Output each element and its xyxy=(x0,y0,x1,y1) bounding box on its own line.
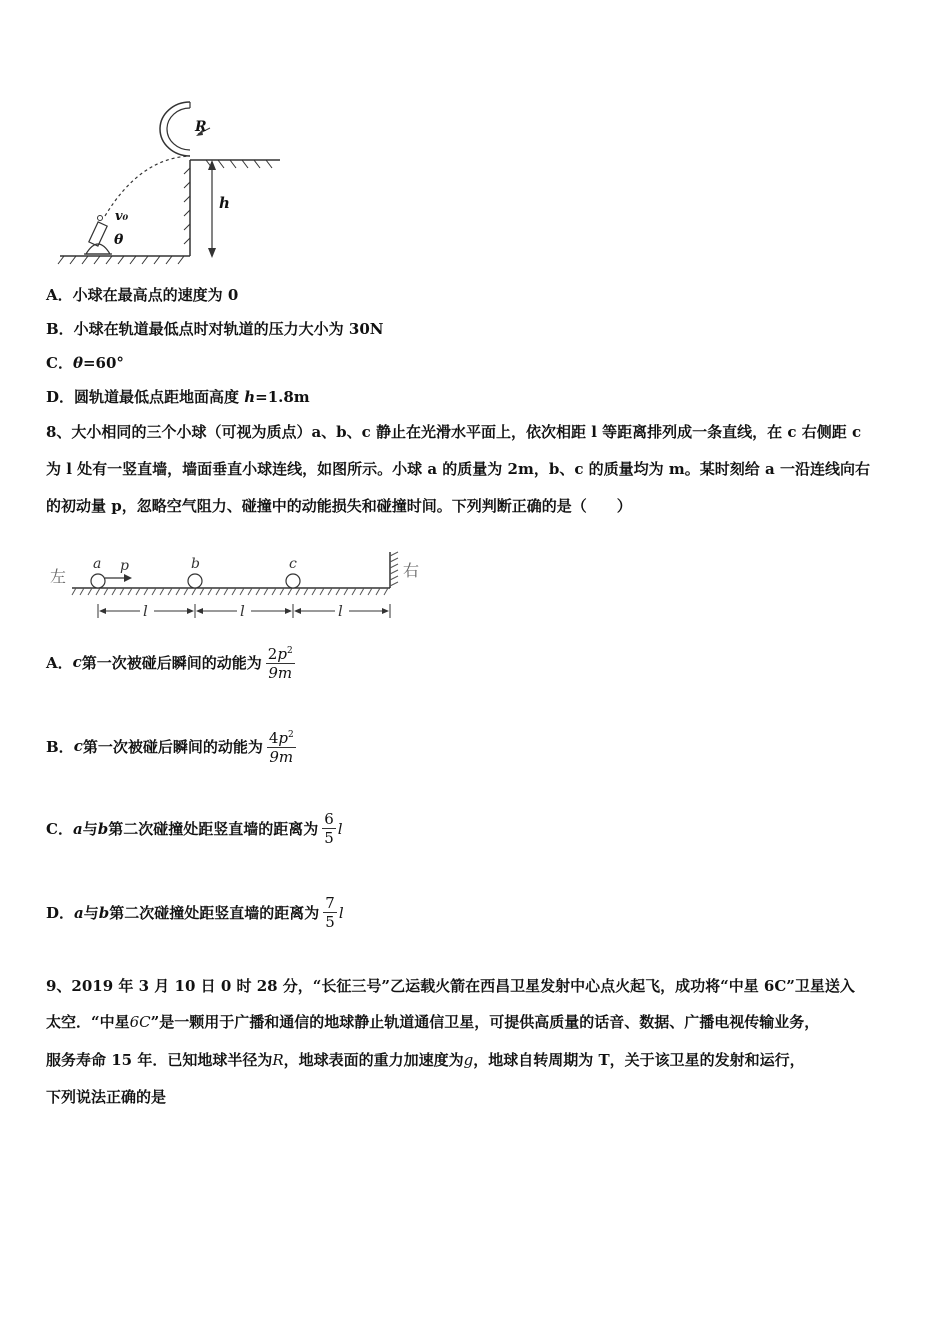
den: 5 xyxy=(325,913,335,931)
dist-label-1: l xyxy=(143,602,148,620)
num-exp: 2 xyxy=(286,646,293,656)
ball-c-label: c xyxy=(289,556,297,572)
q8-option-b-text: 第一次被碰后瞬间的动能为 xyxy=(82,737,263,756)
q8-option-d-mid: 与 xyxy=(83,904,99,922)
q7-option-b: B．小球在轨道最低点时对轨道的压力大小为 30N xyxy=(46,320,384,338)
q9-stem-line4: 下列说法正确的是 xyxy=(46,1088,167,1106)
q8-option-c-fraction xyxy=(322,810,336,847)
num-coef: 4 xyxy=(268,729,279,747)
q7-option-c-var: θ xyxy=(72,354,83,372)
q8-option-d-fraction xyxy=(323,894,337,931)
radius-label: R xyxy=(195,119,207,135)
height-label: h xyxy=(219,194,230,212)
q7-option-a: A．小球在最高点的速度为 0 xyxy=(46,286,239,304)
v0-label: v₀ xyxy=(115,209,129,224)
q9-line3-a: 服务寿命 15 年．已知地球半径为 xyxy=(46,1051,273,1069)
q8-option-c-var2: b xyxy=(97,819,109,838)
q8-option-d-unit: l xyxy=(338,903,344,922)
q8-stem-line1: 8、大小相同的三个小球（可视为质点）a、b、c 静止在光滑水平面上，依次相距 l 等距离排列成一条直线，在 c 右侧距 c xyxy=(46,423,862,441)
q9-stem-line1: 9、2019 年 3 月 10 日 0 时 28 分，“长征三号”乙运载火箭在西昌卫星发射中心点火起飞，成功将“中星 6C”卫星送入 xyxy=(46,977,855,995)
num-var: p xyxy=(278,729,288,747)
q8-option-d-var1: a xyxy=(74,903,84,922)
q8-option-c xyxy=(46,810,343,847)
ball-c xyxy=(286,574,300,588)
ball-a-label: a xyxy=(93,556,102,572)
left-label: 左 xyxy=(50,567,67,586)
num-coef: 2 xyxy=(267,645,278,663)
ball-b-label: b xyxy=(191,556,200,572)
right-label: 右 xyxy=(403,561,420,580)
q9-line3-b: R xyxy=(272,1051,284,1069)
q7-option-d-rest: =1.8m xyxy=(255,388,310,406)
three-balls-figure xyxy=(48,548,438,628)
q9-stem-line3 xyxy=(46,1050,805,1070)
den: 9m xyxy=(268,664,293,682)
num-var: p xyxy=(277,645,287,663)
q9-line3-e: ，地球自转周期为 T，关于该卫星的发射和运行， xyxy=(473,1051,805,1069)
q8-option-d-label: D． xyxy=(46,904,75,922)
momentum-label: p xyxy=(120,558,129,574)
q8-option-c-label: C． xyxy=(46,820,73,838)
den: 9m xyxy=(269,748,294,766)
q8-option-b xyxy=(46,726,296,766)
num: 6 xyxy=(324,810,334,828)
q7-option-c-rest: =60° xyxy=(82,354,124,372)
q8-option-c-text: 第二次碰撞处距竖直墙的距离为 xyxy=(108,820,319,838)
q8-option-a-var: c xyxy=(72,653,82,671)
q8-option-a-label: A． xyxy=(46,653,73,672)
q7-option-c-prefix: C． xyxy=(46,354,73,372)
num-exp: 2 xyxy=(288,730,294,740)
q9-stem-line2 xyxy=(46,1012,819,1032)
q8-option-a-fraction xyxy=(266,642,295,682)
dist-label-3: l xyxy=(338,602,343,620)
q7-option-d-prefix: D．圆轨道最低点距地面高度 xyxy=(46,388,245,406)
q9-line3-c: ，地球表面的重力加速度为 xyxy=(283,1051,464,1069)
q8-option-d-text: 第二次碰撞处距竖直墙的距离为 xyxy=(109,904,320,922)
theta-label: θ xyxy=(114,232,124,248)
q9-line3-d: g xyxy=(463,1051,474,1069)
den: 5 xyxy=(324,829,334,847)
q8-option-c-mid: 与 xyxy=(82,820,98,838)
q8-option-b-var: c xyxy=(73,737,83,755)
num: 7 xyxy=(325,894,335,912)
ball-a xyxy=(91,574,105,588)
q9-line2-b: 6C xyxy=(129,1013,151,1031)
q8-option-b-label: B． xyxy=(46,737,74,756)
q8-option-d-var2: b xyxy=(98,903,110,922)
projectile-track-figure xyxy=(50,98,290,268)
q8-option-c-unit: l xyxy=(337,819,343,838)
q8-stem-line2: 为 l 处有一竖直墙，墙面垂直小球连线，如图所示。小球 a 的质量为 2m，b、c 的质量均为 m。某时刻给 a 一沿连线向右 xyxy=(46,460,870,478)
q9-line2-a: 太空．“中星 xyxy=(46,1013,130,1031)
q8-option-c-var1: a xyxy=(72,819,83,838)
q7-option-d xyxy=(46,387,310,407)
ball-b xyxy=(188,574,202,588)
q9-line2-c: ”是一颗用于广播和通信的地球静止轨道通信卫星，可提供高质量的话音、数据、广播电视传输业务， xyxy=(150,1013,820,1031)
dist-label-2: l xyxy=(240,602,245,620)
q8-option-a xyxy=(46,642,295,682)
q8-option-d xyxy=(46,894,344,931)
q7-option-c xyxy=(46,353,124,373)
q8-option-a-text: 第一次被碰后瞬间的动能为 xyxy=(81,653,262,672)
q8-option-b-fraction xyxy=(267,726,296,766)
q8-stem-line3: 的初动量 p，忽略空气阻力、碰撞中的动能损失和碰撞时间。下列判断正确的是（ ） xyxy=(46,497,632,515)
q7-option-d-var: h xyxy=(244,388,256,406)
